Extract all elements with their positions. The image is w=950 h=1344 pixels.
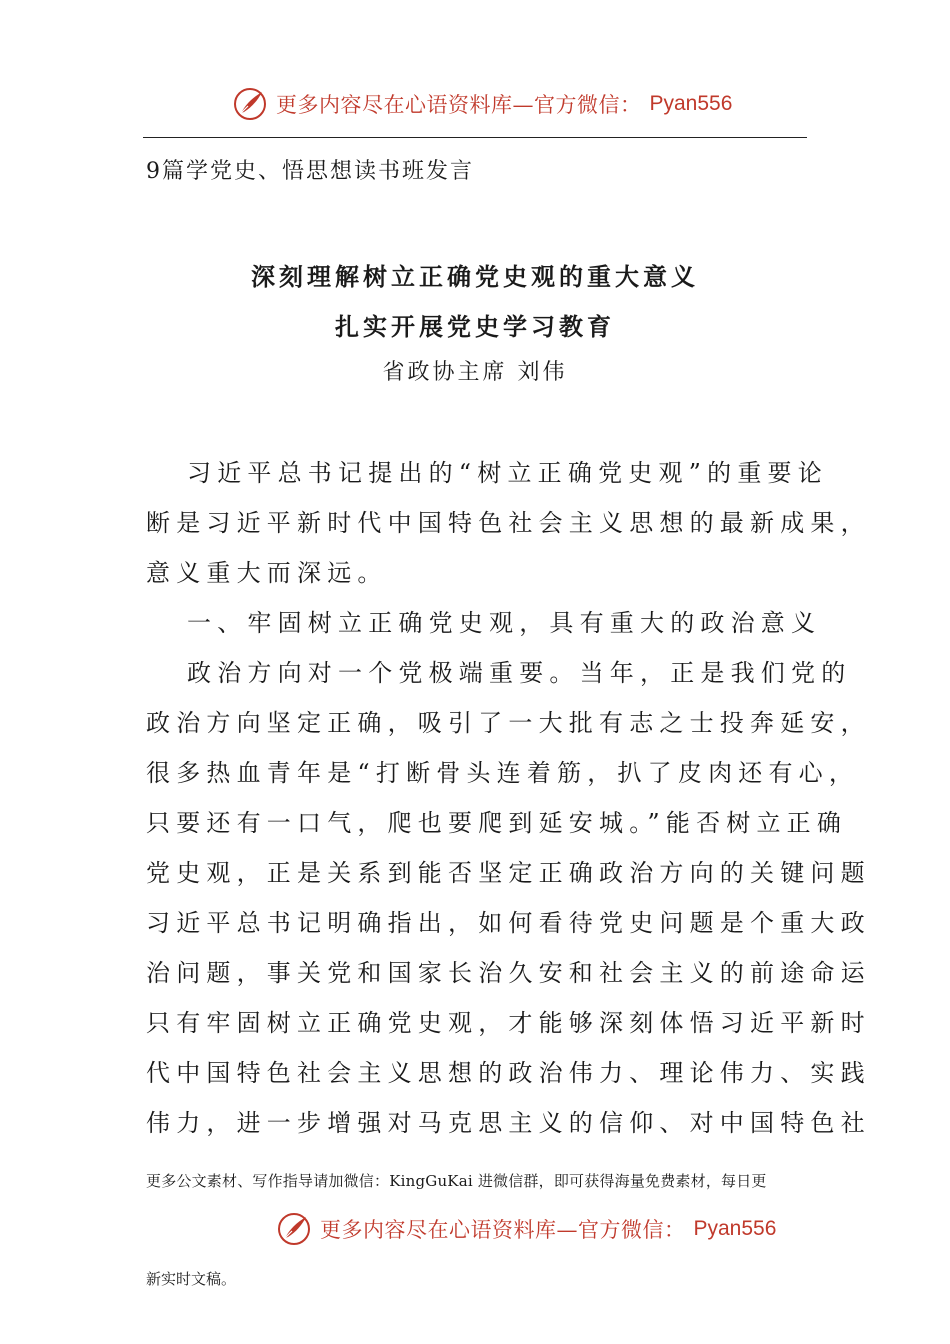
footer-watermark-banner	[276, 1209, 796, 1249]
footer-banner-text: 更多内容尽在心语资料库—官方微信：	[320, 1218, 686, 1242]
body-text-line: 一、牢固树立正确党史观，具有重大的政治意义	[187, 609, 822, 637]
header-wechat-id: Pyan556	[649, 92, 733, 115]
article-title-line-2: 扎实开展党史学习教育	[335, 313, 615, 341]
header-watermark-banner	[232, 84, 752, 124]
body-text-line: 政治方向坚定正确，吸引了一大批有志之士投奔延安，	[146, 709, 871, 737]
body-text-line: 伟力，进一步增强对马克思主义的信仰、对中国特色社	[146, 1109, 871, 1137]
body-text-line: 治问题，事关党和国家长治久安和社会主义的前途命运	[146, 959, 871, 987]
document-heading: 9篇学党史、悟思想读书班发言	[146, 159, 474, 184]
footer-note-line-2: 新实时文稿。	[146, 1270, 237, 1288]
body-text-line: 党史观，正是关系到能否坚定正确政治方向的关键问题	[146, 859, 871, 887]
body-text-line: 断是习近平新时代中国特色社会主义思想的最新成果，	[146, 509, 871, 537]
body-text-line: 只有牢固树立正确党史观，才能够深刻体悟习近平新时	[146, 1009, 871, 1037]
article-body	[146, 448, 871, 1148]
body-text-line: 习近平总书记明确指出，如何看待党史问题是个重大政	[146, 909, 871, 937]
quill-logo-icon	[232, 86, 268, 122]
quill-logo-icon	[276, 1211, 312, 1247]
body-text-line: 习近平总书记提出的“树立正确党史观”的重要论	[187, 459, 828, 487]
footer-note-line-1: 更多公文素材、写作指导请加微信：KingGuKai 进微信群，即可获得海量免费素材，每日更	[146, 1172, 767, 1190]
body-text-line: 意义重大而深远。	[146, 559, 388, 587]
body-text-line: 代中国特色社会主义思想的政治伟力、理论伟力、实践	[146, 1059, 871, 1087]
article-byline: 省政协主席 刘伟	[382, 360, 568, 385]
header-divider	[143, 137, 807, 138]
body-text-line: 只要还有一口气，爬也要爬到延安城。”能否树立正确	[146, 809, 848, 837]
header-banner-text: 更多内容尽在心语资料库—官方微信：	[276, 93, 642, 117]
body-text-line: 很多热血青年是“打断骨头连着筋，扒了皮肉还有心，	[146, 759, 860, 787]
body-text-line: 政治方向对一个党极端重要。当年，正是我们党的	[187, 659, 852, 687]
article-title-line-1: 深刻理解树立正确党史观的重大意义	[251, 263, 699, 291]
footer-wechat-id: Pyan556	[693, 1217, 777, 1240]
